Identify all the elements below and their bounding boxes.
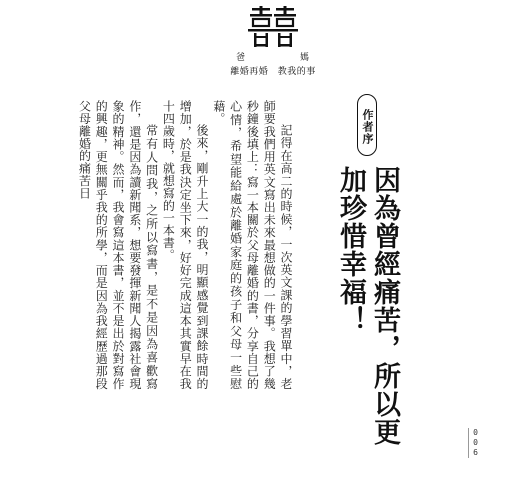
- logo-text-left: 爸: [236, 53, 246, 63]
- main-title-text: 因為曾經痛苦，所以更加珍惜幸福！: [335, 166, 400, 446]
- double-happiness-logo: [246, 6, 300, 50]
- preface-label: 作者序: [357, 94, 377, 156]
- body-text: [76, 100, 294, 390]
- book-subtitle: 離婚再婚 教我的事: [230, 67, 316, 77]
- paragraph: 記得在高二的時候，一次英文課的學習單中，老師要我們用英文寫出未來最想做的一件事。我想了幾秒鐘後填上：寫一本關於父母離婚的書，分享自己的心情，希望能給處於離婚家庭的孩子和父母一些慰藉。: [211, 100, 293, 390]
- logo-text-right: 媽: [300, 53, 310, 63]
- page-number: 006: [468, 428, 480, 458]
- paragraph: 後來，剛升上大一的我，明顯感覺到課餘時間的增加，於是我決定坐下來，好好完成這本其實早在我十四歲時，就想寫的一本書。: [161, 100, 210, 390]
- paragraph: 常有人問我，之所以寫書，是不是因為喜歡寫作，還是因為讀新聞系，想要發揮新聞人揭露社會現象的精神。然而，我會寫這本書，並不是出於對寫作的興趣，更無關乎我的所學，而是因為我經歷過那段父母離婚的痛苦日: [77, 100, 159, 390]
- header-logo: [218, 6, 328, 76]
